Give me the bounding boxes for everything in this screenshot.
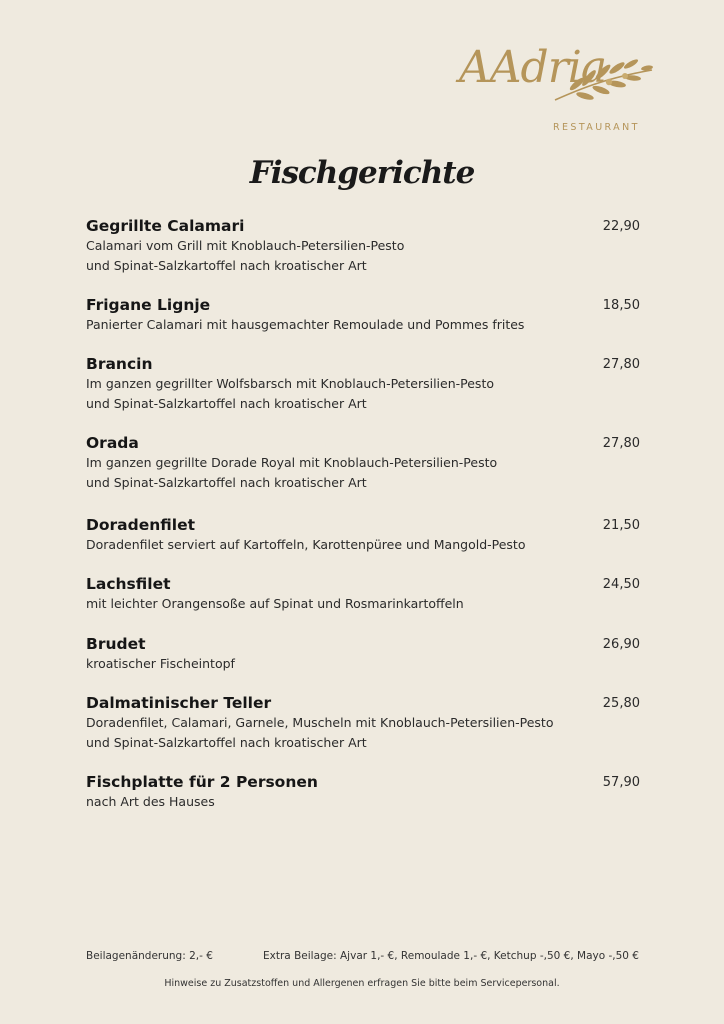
menu-item: [86, 216, 640, 275]
dish-name: Dalmatinischer Teller: [86, 694, 272, 712]
dish-price: 25,80: [602, 696, 640, 711]
dish-description: Doradenfilet, Calamari, Garnele, Muscheln mit Knoblauch-Petersilien-Pesto: [86, 715, 554, 730]
logo-subtitle: RESTAURANT: [553, 122, 640, 133]
dish-description: und Spinat-Salzkartoffel nach kroatischer Art: [86, 734, 367, 750]
dish-price: 26,90: [602, 637, 640, 652]
dish-name: Gegrillte Calamari: [86, 217, 245, 235]
menu-item: [86, 295, 640, 335]
dish-description: Calamari vom Grill mit Knoblauch-Petersilien-Pesto: [86, 238, 405, 253]
allergen-note: Hinweise zu Zusatzstoffen und Allergenen erfragen Sie bitte beim Servicepersonal.: [164, 978, 560, 989]
menu-item: [86, 515, 640, 555]
dish-description: kroatischer Fischeintopf: [86, 656, 235, 671]
logo-brand-text: AAdria: [459, 42, 607, 93]
menu-item: [86, 693, 640, 752]
extra-sides-note: Extra Beilage: Ajvar 1,- €, Remoulade 1,- €, Ketchup -,50 €, Mayo -,50 €: [263, 950, 639, 962]
dish-name: Frigane Lignje: [86, 296, 211, 314]
dish-name: Fischplatte für 2 Personen: [86, 773, 318, 791]
dish-description: Im ganzen gegrillte Dorade Royal mit Knoblauch-Petersilien-Pesto: [86, 455, 498, 470]
dish-price: 24,50: [602, 577, 640, 592]
dish-description: mit leichter Orangensoße auf Spinat und Rosmarinkartoffeln: [86, 596, 464, 611]
menu-item: [86, 574, 640, 614]
dish-price: 22,90: [602, 219, 640, 234]
menu-item: [86, 433, 640, 492]
dish-price: 57,90: [602, 775, 640, 790]
dish-name: Brancin: [86, 355, 153, 373]
side-change-note: Beilagenänderung: 2,- €: [86, 950, 213, 962]
dish-description: Im ganzen gegrillter Wolfsbarsch mit Knoblauch-Petersilien-Pesto: [86, 376, 494, 391]
dish-name: Lachsfilet: [86, 575, 171, 593]
menu-item: [86, 634, 640, 674]
dish-price: 21,50: [602, 518, 640, 533]
dish-price: 27,80: [602, 436, 640, 451]
menu-item: [86, 772, 640, 812]
dish-name: Brudet: [86, 635, 146, 653]
menu-item: [86, 354, 640, 413]
dish-description: Panierter Calamari mit hausgemachter Remoulade und Pommes frites: [86, 317, 525, 332]
dish-name: Orada: [86, 434, 139, 452]
dish-price: 27,80: [602, 357, 640, 372]
restaurant-logo: [455, 38, 660, 138]
dish-description: und Spinat-Salzkartoffel nach kroatischer Art: [86, 257, 367, 273]
dish-description: und Spinat-Salzkartoffel nach kroatischer Art: [86, 395, 367, 411]
dish-price: 18,50: [602, 298, 640, 313]
dish-description: Doradenfilet serviert auf Kartoffeln, Karottenpüree und Mangold-Pesto: [86, 537, 526, 552]
dish-description: und Spinat-Salzkartoffel nach kroatischer Art: [86, 474, 367, 490]
page-title: Fischgerichte: [249, 155, 475, 191]
dish-name: Doradenfilet: [86, 516, 195, 534]
dish-description: nach Art des Hauses: [86, 794, 215, 809]
